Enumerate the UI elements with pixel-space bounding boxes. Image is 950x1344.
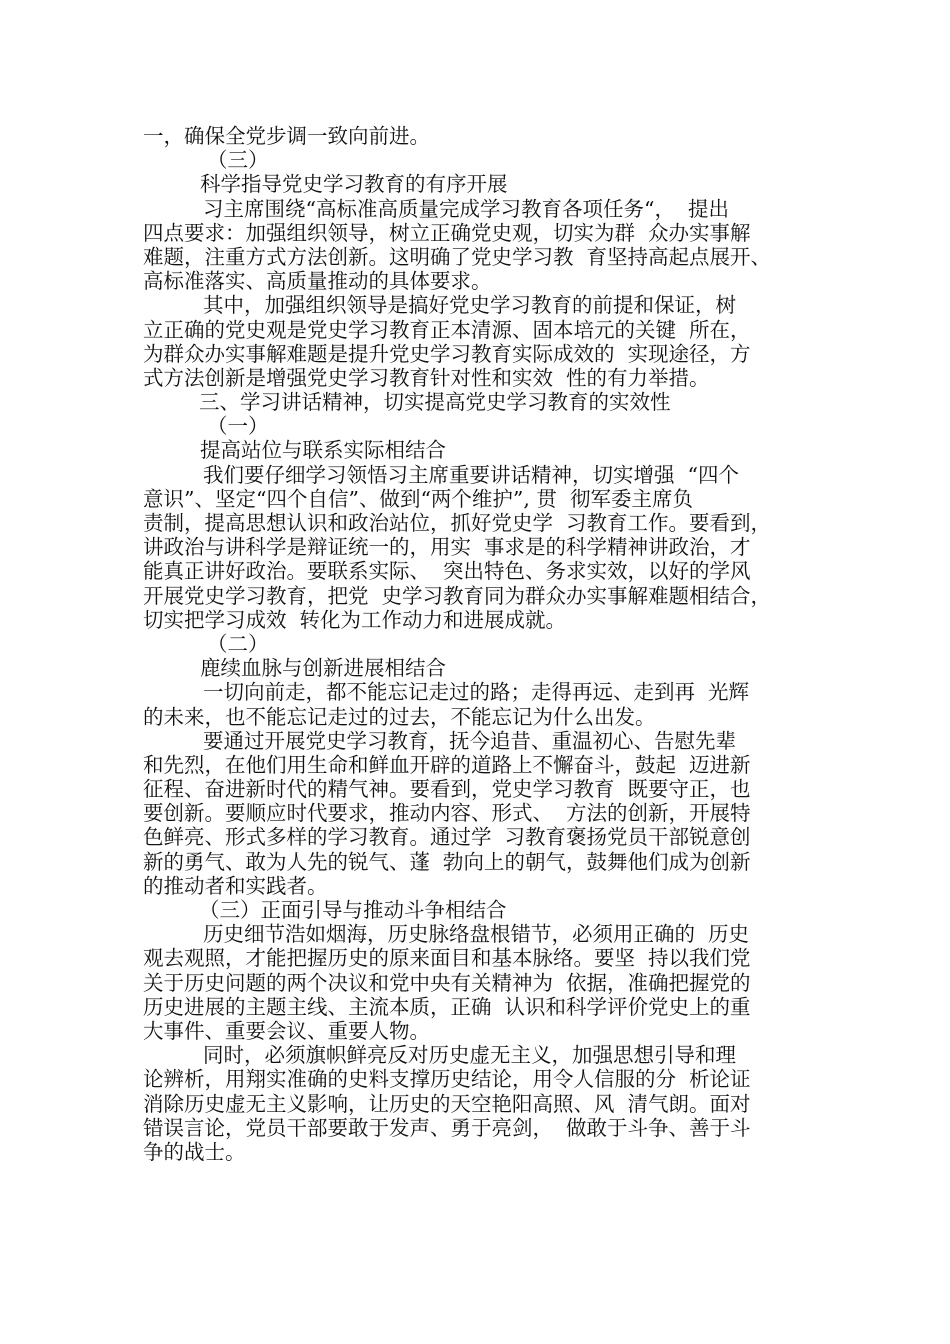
text-line: 的推动者和实践者。 bbox=[143, 873, 328, 898]
text-line: （三） bbox=[207, 148, 269, 173]
text-line: 论辨析，用翔实准确的史料支撑历史结论，用令人信服的分 析论证 bbox=[143, 1067, 751, 1092]
text-line: 能真正讲好政治。要联系实际、 突出特色、务求实效，以好的学风 bbox=[143, 559, 751, 584]
text-line: 要创新。要顺应时代要求，推动内容、形式、 方法的创新，开展特 bbox=[143, 801, 751, 826]
text-line: 历史进展的主题主线、主流本质，正确 认识和科学评价党史上的重 bbox=[143, 994, 751, 1019]
text-line: 同时，必须旗帜鲜亮反对历史虚无主义，加强思想引导和理 bbox=[203, 1043, 736, 1068]
text-line: 新的勇气、敢为人先的锐气、蓬 勃向上的朝气，鼓舞他们成为创新 bbox=[143, 849, 751, 874]
text-line: 错误言论，党员干部要敢于发声、勇于亮剑， 做敢于斗争、善于斗 bbox=[143, 1115, 751, 1140]
text-line: 意识”、坚定“四个自信”、做到“两个维护”, 贯 彻军委主席负 bbox=[143, 486, 693, 511]
text-line: 征程、奋进新时代的精气神。要看到，党史学习教育 既要守正，也 bbox=[143, 777, 751, 802]
text-line: 历史细节浩如烟海，历史脉络盘根错节，必须用正确的 历史 bbox=[203, 922, 750, 947]
text-line: 我们要仔细学习领悟习主席重要讲话精神，切实增强 “四个 bbox=[203, 462, 740, 487]
text-line: 大事件、重要会议、重要人物。 bbox=[143, 1018, 430, 1043]
text-line: 要通过开展党史学习教育，抚今追昔、重温初心、告慰先辈 bbox=[203, 728, 736, 753]
text-line: 的未来，也不能忘记走过的过去，不能忘记为什么出发。 bbox=[143, 704, 656, 729]
text-line: 争的战士。 bbox=[143, 1139, 246, 1164]
text-line: （一） bbox=[207, 414, 269, 439]
text-line: 色鲜亮、形式多样的学习教育。通过学 习教育褒扬党员干部锐意创 bbox=[143, 825, 751, 850]
text-line: 习主席围绕“高标准高质量完成学习教育各项任务“， 提出 bbox=[203, 196, 729, 221]
text-line: 其中，加强组织领导是搞好党史学习教育的前提和保证，树 bbox=[203, 293, 736, 318]
text-line: 为群众办实事解难题是提升党史学习教育实际成效的 实现途径，方 bbox=[143, 341, 751, 366]
text-line: 开展党史学习教育，把党 史学习教育同为群众办实事解难题相结合， bbox=[143, 583, 772, 608]
text-line: 式方法创新是增强党史学习教育针对性和实效 性的有力举措。 bbox=[143, 365, 710, 390]
text-line: 一，确保全党步调一致向前进。 bbox=[143, 124, 430, 148]
text-line: 观去观照，才能把握历史的原来面目和基本脉络。要坚 持以我们党 bbox=[143, 946, 751, 971]
text-line: （三）正面引导与推动斗争相结合 bbox=[199, 898, 507, 922]
text-line: 切实把学习成效 转化为工作动力和进展成就。 bbox=[143, 607, 567, 632]
text-line: 讲政治与讲科学是辩证统一的，用实 事求是的科学精神讲政治，才 bbox=[143, 535, 751, 560]
text-line: 科学指导党史学习教育的有序开展 bbox=[200, 172, 508, 197]
text-line: 提高站位与联系实际相结合 bbox=[200, 438, 446, 463]
text-line: 难题，注重方式方法创新。这明确了党史学习教 育坚持高起点展开、 bbox=[143, 244, 772, 269]
text-line: （二） bbox=[207, 631, 269, 656]
text-line: 关于历史问题的两个决议和党中央有关精神为 依据，准确把握党的 bbox=[143, 970, 751, 995]
text-line: 和先烈，在他们用生命和鲜血开辟的道路上不懈奋斗，鼓起 迈进新 bbox=[143, 752, 751, 777]
text-line: 四点要求：加强组织领导，树立正确党史观，切实为群 众办实事解 bbox=[143, 220, 751, 245]
text-line: 消除历史虚无主义影响，让历史的天空艳阳高照、风 清气朗。面对 bbox=[143, 1091, 751, 1116]
text-line: 鹿续血脉与创新进展相结合 bbox=[200, 656, 446, 681]
document-body bbox=[143, 124, 831, 1164]
text-line: 三、学习讲话精神，切实提高党史学习教育的实效性 bbox=[199, 390, 671, 415]
text-line: 一切向前走，都不能忘记走过的路；走得再远、走到再 光辉 bbox=[203, 680, 750, 705]
text-line: 立正确的党史观是党史学习教育正本清源、固本培元的关键 所在， bbox=[143, 317, 751, 342]
text-line: 高标准落实、高质量推动的具体要求。 bbox=[143, 269, 492, 294]
text-line: 责制，提高思想认识和政治站位，抓好党史学 习教育工作。要看到， bbox=[143, 511, 772, 535]
